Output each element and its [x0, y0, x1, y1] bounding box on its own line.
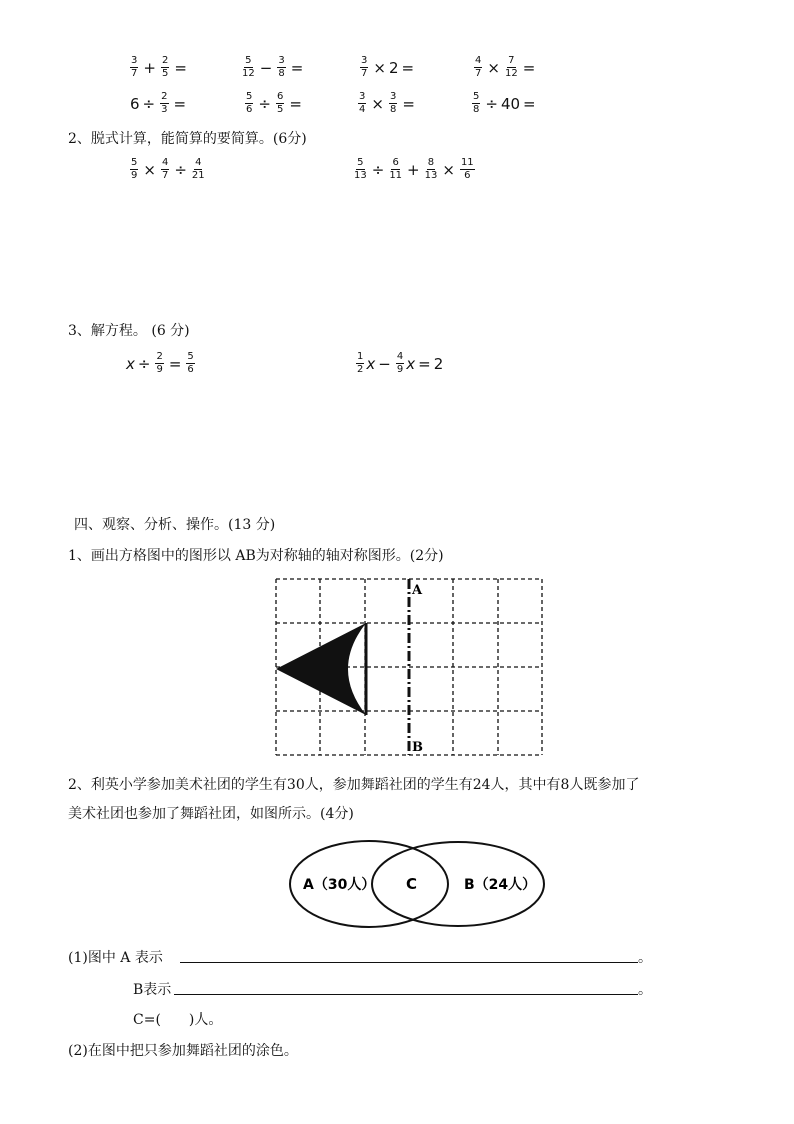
sub-q1-end: 。	[638, 950, 652, 966]
venn-label-a: A（30人）	[303, 877, 376, 893]
calc-1-4: $\frac{4}{7}$ × $\frac{7}{12}$ =	[475, 55, 536, 79]
section4-title: 四、观察、分析、操作。(13 分)	[74, 517, 276, 533]
venn-label-c: C	[406, 875, 418, 893]
q2-expression-1: $\frac{5}{9}$ × $\frac{4}{7}$ ÷ $\frac{4}{21}$	[131, 157, 205, 181]
sub-q2-end: 。	[638, 982, 652, 998]
sub-q3: C=( )人。	[133, 1012, 223, 1028]
q3-title: 3、解方程。 (6 分)	[68, 323, 190, 339]
q2-expression-2: $\frac{5}{13}$ ÷ $\frac{6}{11}$ + $\frac{8}{13}$ × $\frac{11}{6}$	[354, 157, 474, 181]
calc-1-2: $\frac{5}{12}$ − $\frac{3}{8}$ =	[242, 55, 304, 79]
q3-equation-2: $\frac{1}{2}$ x − $\frac{4}{9}$ x = 2	[357, 351, 444, 375]
section4-q2-line2: 美术社团也参加了舞蹈社团，如图所示。(4分)	[68, 806, 354, 822]
sub-q2-label: B表示	[133, 982, 172, 998]
venn-label-b: B（24人）	[464, 877, 537, 893]
section4-q2-line1: 2、利英小学参加美术社团的学生有30人，参加舞蹈社团的学生有24人，其中有8人既参加了	[68, 777, 640, 793]
q2-title: 2、脱式计算，能简算的要简算。(6分)	[68, 131, 307, 147]
sub-q1-label: (1)图中 A 表示	[68, 950, 163, 966]
venn-diagram	[286, 836, 552, 936]
calc-2-4: $\frac{5}{8}$ ÷ 40 =	[473, 91, 536, 115]
answer-line-b[interactable]	[174, 994, 638, 995]
arrow-shape	[276, 623, 366, 715]
calc-2-1: 6 ÷ $\frac{2}{3}$ =	[130, 91, 187, 115]
q3-equation-1: x ÷ $\frac{2}{9}$ = $\frac{5}{6}$	[126, 351, 194, 375]
label-a: A	[412, 583, 423, 598]
label-b: B	[412, 740, 423, 755]
calc-2-2: $\frac{5}{6}$ ÷ $\frac{6}{5}$ =	[246, 91, 302, 115]
sub-q4: (2)在图中把只参加舞蹈社团的涂色。	[68, 1043, 298, 1059]
section4-q1: 1、画出方格图中的图形以 AB为对称轴的轴对称图形。(2分)	[68, 548, 444, 564]
calc-1-3: $\frac{3}{7}$ × 2 =	[361, 55, 415, 79]
answer-line-a[interactable]	[180, 962, 638, 963]
symmetry-grid	[270, 574, 550, 764]
calc-1-1: $\frac{3}{7}$ + $\frac{2}{5}$ =	[131, 55, 187, 79]
calc-2-3: $\frac{3}{4}$ × $\frac{3}{8}$ =	[359, 91, 415, 115]
